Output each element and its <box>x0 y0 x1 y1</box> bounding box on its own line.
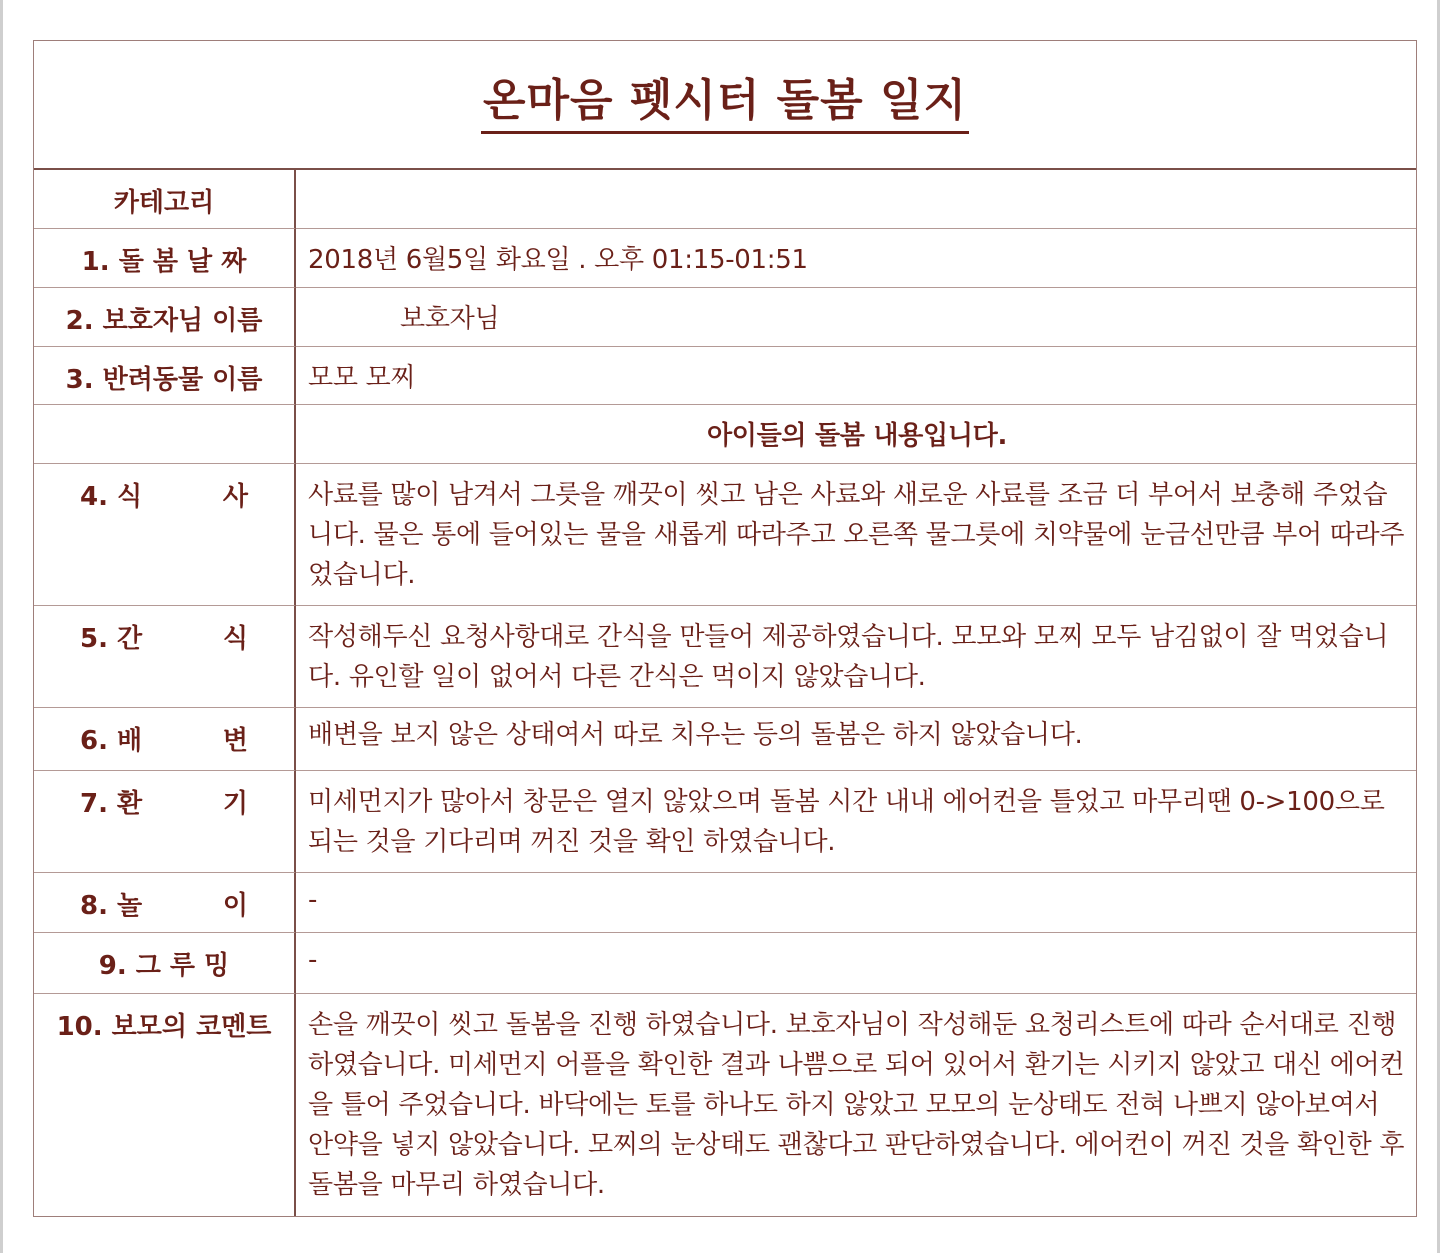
label-bowel <box>34 708 296 771</box>
label-snack-b: 식 <box>222 624 248 654</box>
value-grooming: - <box>296 933 1416 994</box>
label-guardian-name: 2. 보호자님 이름 <box>34 288 296 347</box>
care-content-header: 아이들의 돌봄 내용입니다. <box>296 405 1416 464</box>
label-sitter-comment: 10. 보모의 코멘트 <box>34 994 296 1216</box>
page-edge-left <box>0 0 3 1253</box>
value-guardian-name <box>296 288 1416 347</box>
value-meal: 사료를 많이 남겨서 그릇을 깨끗이 씻고 남은 사료와 새로운 사료를 조금 더 부어서 보충해 주었습니다. 물은 통에 들어있는 물을 새롭게 따라주고 오른쪽 물그릇에 치약물에 눈금선만큼 부어 따라주었습니다. <box>296 464 1416 606</box>
label-ventilation-a: 7. 환 <box>80 789 143 819</box>
label-bowel-b: 변 <box>222 726 248 756</box>
value-category <box>296 170 1416 229</box>
value-snack: 작성해두신 요청사항대로 간식을 만들어 제공하였습니다. 모모와 모찌 모두 남김없이 잘 먹었습니다. 유인할 일이 없어서 다른 간식은 먹이지 않았습니다. <box>296 606 1416 708</box>
label-snack-a: 5. 간 <box>80 624 143 654</box>
label-care-date-text: 돌 봄 날 짜 <box>118 247 247 277</box>
guardian-name-text: 보호자님 <box>400 304 500 334</box>
value-ventilation: 미세먼지가 많아서 창문은 열지 않았으며 돌봄 시간 내내 에어컨을 틀었고 마무리땐 0->100으로 되는 것을 기다리며 꺼진 것을 확인 하였습니다. <box>296 771 1416 873</box>
care-log-sheet <box>33 40 1417 1217</box>
label-grooming: 9. 그 루 밍 <box>34 933 296 994</box>
value-care-date: 2018년 6월5일 화요일 . 오후 01:15-01:51 <box>296 229 1416 288</box>
value-pet-name: 모모 모찌 <box>296 347 1416 405</box>
label-ventilation <box>34 771 296 873</box>
value-play: - <box>296 873 1416 933</box>
label-meal <box>34 464 296 606</box>
label-play-a: 8. 놀 <box>80 891 143 921</box>
care-log-table <box>34 170 1416 1216</box>
title-section <box>34 41 1416 170</box>
label-meal-a: 4. 식 <box>80 482 143 512</box>
page-title: 온마음 펫시터 돌봄 일지 <box>481 79 969 134</box>
label-pet-name: 3. 반려동물 이름 <box>34 347 296 405</box>
value-bowel: 배변을 보지 않은 상태여서 따로 치우는 등의 돌봄은 하지 않았습니다. <box>296 708 1416 771</box>
label-empty <box>34 405 296 464</box>
label-care-date-number: 1. <box>81 247 110 277</box>
label-bowel-a: 6. 배 <box>80 726 143 756</box>
label-meal-b: 사 <box>222 482 248 512</box>
label-category: 카테고리 <box>34 170 296 229</box>
label-care-date <box>34 229 296 288</box>
value-sitter-comment: 손을 깨끗이 씻고 돌봄을 진행 하였습니다. 보호자님이 작성해둔 요청리스트에 따라 순서대로 진행하였습니다. 미세먼지 어플을 확인한 결과 나쁨으로 되어 있어서 환기는 시키지 않았고 대신 에어컨을 틀어 주었습니다. 바닥에는 토를 하나도 하지 않았고 모모의 눈상태도 전혀 나쁘지 않아보여서 안약을 넣지 않았습니다. 모찌의 눈상태도 괜찮다고 판단하였습니다. 에어컨이 꺼진 것을 확인한 후 돌봄을 마무리 하였습니다. <box>308 1010 1405 1200</box>
label-snack <box>34 606 296 708</box>
label-ventilation-b: 기 <box>222 789 248 819</box>
label-play <box>34 873 296 933</box>
label-play-b: 이 <box>222 891 248 921</box>
